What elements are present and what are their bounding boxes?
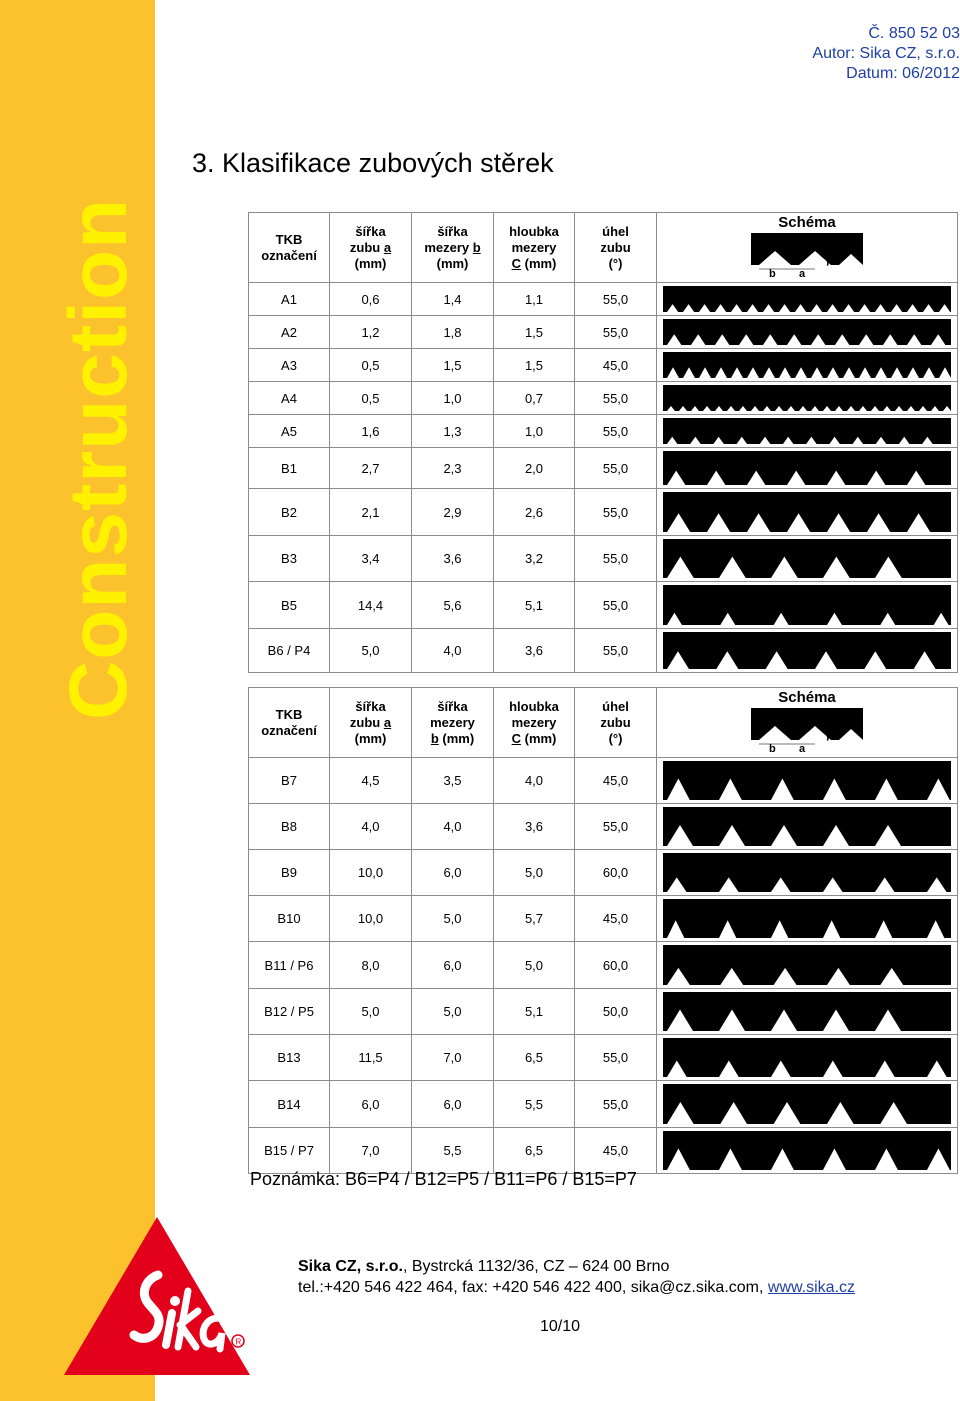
gap-width-cell: 2,3 xyxy=(412,448,494,489)
gap-depth-cell: 1,5 xyxy=(494,349,575,382)
schema-cell xyxy=(657,629,958,673)
schema-diagram-icon xyxy=(751,708,863,752)
schema-cell xyxy=(657,489,958,536)
doc-date: Datum: 06/2012 xyxy=(846,65,960,82)
schema-cell xyxy=(657,536,958,582)
tooth-width-cell: 11,5 xyxy=(330,1035,412,1081)
tkb-cell: A5 xyxy=(249,415,330,448)
tkb-cell: B1 xyxy=(249,448,330,489)
gap-width-cell: 6,0 xyxy=(412,1081,494,1128)
col-gap-depth: hloubka mezery C (mm) xyxy=(494,688,575,758)
angle-cell: 55,0 xyxy=(575,536,657,582)
tooth-width-cell: 1,2 xyxy=(330,316,412,349)
table-row xyxy=(249,283,958,316)
col-schema: Schéma b a γ xyxy=(657,688,958,758)
gap-depth-cell: 0,7 xyxy=(494,382,575,415)
footer-address: , Bystrcká 1132/36, CZ – 624 00 Brno xyxy=(402,1258,670,1275)
tkb-cell: A1 xyxy=(249,283,330,316)
gap-width-cell: 5,6 xyxy=(412,582,494,629)
trowel-profile-icon xyxy=(663,1131,951,1170)
tkb-cell: B9 xyxy=(249,850,330,896)
schema-cell xyxy=(657,1081,958,1128)
tooth-width-cell: 3,4 xyxy=(330,536,412,582)
tkb-cell: A2 xyxy=(249,316,330,349)
gap-width-cell: 1,3 xyxy=(412,415,494,448)
note-text: Poznámka: B6=P4 / B12=P5 / B11=P6 / B15=P7 xyxy=(250,1169,637,1189)
tooth-width-cell: 10,0 xyxy=(330,896,412,942)
schema-cell xyxy=(657,1128,958,1174)
angle-cell: 45,0 xyxy=(575,349,657,382)
svg-text:γ: γ xyxy=(825,729,832,741)
gap-width-cell: 1,5 xyxy=(412,349,494,382)
trowel-profile-icon xyxy=(663,632,951,669)
svg-text:R: R xyxy=(235,1337,242,1347)
tkb-cell: A4 xyxy=(249,382,330,415)
trowel-profile-icon xyxy=(663,899,951,938)
tkb-cell: B15 / P7 xyxy=(249,1128,330,1174)
gap-depth-cell: 5,0 xyxy=(494,850,575,896)
col-gap-depth: hloubka mezery C (mm) xyxy=(494,213,575,283)
trowel-profile-icon xyxy=(663,1038,951,1077)
tkb-cell: B13 xyxy=(249,1035,330,1081)
tkb-cell: B2 xyxy=(249,489,330,536)
gap-width-cell: 3,5 xyxy=(412,758,494,804)
angle-cell: 55,0 xyxy=(575,582,657,629)
gap-depth-cell: 2,0 xyxy=(494,448,575,489)
angle-cell: 55,0 xyxy=(575,489,657,536)
gap-width-cell: 4,0 xyxy=(412,804,494,850)
tkb-cell: B3 xyxy=(249,536,330,582)
trowel-profile-icon xyxy=(663,492,951,532)
trowel-profile-icon xyxy=(663,286,951,312)
trowel-table-b xyxy=(248,687,958,1174)
table-row xyxy=(249,582,958,629)
col-tooth-width: šířka zubu a (mm) xyxy=(330,213,412,283)
gap-depth-cell: 4,0 xyxy=(494,758,575,804)
angle-cell: 60,0 xyxy=(575,942,657,989)
col-gap-width: šířka mezery b (mm) xyxy=(412,688,494,758)
angle-cell: 45,0 xyxy=(575,1128,657,1174)
col-tooth-angle: úhel zubu (°) xyxy=(575,688,657,758)
angle-cell: 55,0 xyxy=(575,316,657,349)
tkb-cell: B12 / P5 xyxy=(249,989,330,1035)
svg-text:a: a xyxy=(799,268,806,277)
tooth-width-cell: 4,0 xyxy=(330,804,412,850)
trowel-profile-icon xyxy=(663,585,951,625)
construction-vertical-text: Construction xyxy=(53,197,144,720)
page-number: 10/10 xyxy=(540,1318,581,1335)
tooth-width-cell: 7,0 xyxy=(330,1128,412,1174)
trowel-profile-icon xyxy=(663,853,951,892)
doc-number: Č. 850 52 03 xyxy=(868,25,960,42)
gap-depth-cell: 3,6 xyxy=(494,804,575,850)
angle-cell: 55,0 xyxy=(575,804,657,850)
gap-width-cell: 6,0 xyxy=(412,850,494,896)
gap-depth-cell: 5,5 xyxy=(494,1081,575,1128)
tooth-width-cell: 2,7 xyxy=(330,448,412,489)
trowel-profile-icon xyxy=(663,385,951,411)
gap-depth-cell: 1,1 xyxy=(494,283,575,316)
gap-width-cell: 5,5 xyxy=(412,1128,494,1174)
tkb-cell: B7 xyxy=(249,758,330,804)
schema-cell xyxy=(657,382,958,415)
svg-text:b: b xyxy=(769,743,776,752)
angle-cell: 50,0 xyxy=(575,989,657,1035)
col-schema: Schéma b a γ xyxy=(657,213,958,283)
table-row xyxy=(249,1035,958,1081)
gap-depth-cell: 5,0 xyxy=(494,942,575,989)
gap-depth-cell: 3,2 xyxy=(494,536,575,582)
table-row xyxy=(249,804,958,850)
footer-contact: tel.:+420 546 422 464, fax: +420 546 422 400, sika@cz.sika.com, xyxy=(298,1279,768,1296)
angle-cell: 55,0 xyxy=(575,382,657,415)
tkb-cell: B6 / P4 xyxy=(249,629,330,673)
tooth-width-cell: 1,6 xyxy=(330,415,412,448)
trowel-profile-icon xyxy=(663,352,951,378)
gap-width-cell: 5,0 xyxy=(412,989,494,1035)
svg-text:b: b xyxy=(769,268,776,277)
footer xyxy=(298,1256,855,1298)
gap-depth-cell: 3,6 xyxy=(494,629,575,673)
angle-cell: 55,0 xyxy=(575,283,657,316)
schema-cell xyxy=(657,582,958,629)
gap-depth-cell: 6,5 xyxy=(494,1128,575,1174)
table-row xyxy=(249,536,958,582)
tkb-cell: B14 xyxy=(249,1081,330,1128)
tooth-width-cell: 5,0 xyxy=(330,629,412,673)
gap-width-cell: 1,8 xyxy=(412,316,494,349)
col-tooth-angle: úhel zubu (°) xyxy=(575,213,657,283)
table-row xyxy=(249,448,958,489)
schema-cell xyxy=(657,283,958,316)
trowel-table-a xyxy=(248,212,958,673)
table-row xyxy=(249,382,958,415)
schema-cell xyxy=(657,316,958,349)
table-row xyxy=(249,758,958,804)
gap-width-cell: 4,0 xyxy=(412,629,494,673)
footer-website-link[interactable]: www.sika.cz xyxy=(767,1279,856,1296)
gap-depth-cell: 6,5 xyxy=(494,1035,575,1081)
table-row xyxy=(249,1081,958,1128)
table-row xyxy=(249,1128,958,1174)
table-row xyxy=(249,850,958,896)
tooth-width-cell: 0,5 xyxy=(330,349,412,382)
gap-width-cell: 5,0 xyxy=(412,896,494,942)
doc-author: Autor: Sika CZ, s.r.o. xyxy=(812,45,960,62)
footer-company: Sika CZ, s.r.o. xyxy=(298,1258,403,1275)
trowel-profile-icon xyxy=(663,1084,951,1124)
tooth-width-cell: 0,6 xyxy=(330,283,412,316)
angle-cell: 45,0 xyxy=(575,758,657,804)
tooth-width-cell: 10,0 xyxy=(330,850,412,896)
table-row xyxy=(249,629,958,673)
gap-width-cell: 1,4 xyxy=(412,283,494,316)
tooth-width-cell: 8,0 xyxy=(330,942,412,989)
schema-cell xyxy=(657,804,958,850)
angle-cell: 60,0 xyxy=(575,850,657,896)
tkb-cell: B5 xyxy=(249,582,330,629)
col-tkb: TKB označení xyxy=(249,688,330,758)
tooth-width-cell: 0,5 xyxy=(330,382,412,415)
trowel-profile-icon xyxy=(663,807,951,846)
gap-depth-cell: 5,1 xyxy=(494,989,575,1035)
gap-depth-cell: 5,7 xyxy=(494,896,575,942)
gap-depth-cell: 2,6 xyxy=(494,489,575,536)
tooth-width-cell: 6,0 xyxy=(330,1081,412,1128)
gap-depth-cell: 1,0 xyxy=(494,415,575,448)
angle-cell: 55,0 xyxy=(575,415,657,448)
table-row xyxy=(249,896,958,942)
gap-width-cell: 7,0 xyxy=(412,1035,494,1081)
table-row xyxy=(249,989,958,1035)
sika-logo xyxy=(62,1215,252,1377)
table-row xyxy=(249,316,958,349)
angle-cell: 45,0 xyxy=(575,896,657,942)
trowel-profile-icon xyxy=(663,539,951,578)
gap-depth-cell: 5,1 xyxy=(494,582,575,629)
tkb-cell: A3 xyxy=(249,349,330,382)
angle-cell: 55,0 xyxy=(575,629,657,673)
trowel-profile-icon xyxy=(663,418,951,444)
schema-cell xyxy=(657,448,958,489)
tkb-cell: B10 xyxy=(249,896,330,942)
trowel-profile-icon xyxy=(663,945,951,985)
trowel-profile-icon xyxy=(663,992,951,1031)
trowel-profile-icon xyxy=(663,319,951,345)
gap-width-cell: 2,9 xyxy=(412,489,494,536)
trowel-profile-icon xyxy=(663,761,951,800)
schema-cell xyxy=(657,850,958,896)
angle-cell: 55,0 xyxy=(575,448,657,489)
gap-depth-cell: 1,5 xyxy=(494,316,575,349)
col-tkb: TKB označení xyxy=(249,213,330,283)
schema-cell xyxy=(657,758,958,804)
tooth-width-cell: 4,5 xyxy=(330,758,412,804)
angle-cell: 55,0 xyxy=(575,1081,657,1128)
schema-diagram-icon xyxy=(751,233,863,277)
table-row xyxy=(249,349,958,382)
trowel-profile-icon xyxy=(663,451,951,485)
table-row xyxy=(249,489,958,536)
schema-cell xyxy=(657,349,958,382)
tkb-cell: B11 / P6 xyxy=(249,942,330,989)
gap-width-cell: 3,6 xyxy=(412,536,494,582)
document-header xyxy=(812,24,960,84)
schema-cell xyxy=(657,1035,958,1081)
schema-cell xyxy=(657,896,958,942)
schema-cell xyxy=(657,415,958,448)
svg-text:a: a xyxy=(799,743,806,752)
angle-cell: 55,0 xyxy=(575,1035,657,1081)
svg-text:γ: γ xyxy=(825,254,832,266)
gap-width-cell: 6,0 xyxy=(412,942,494,989)
tooth-width-cell: 5,0 xyxy=(330,989,412,1035)
schema-cell xyxy=(657,942,958,989)
table-row xyxy=(249,942,958,989)
tooth-width-cell: 14,4 xyxy=(330,582,412,629)
tooth-width-cell: 2,1 xyxy=(330,489,412,536)
schema-cell xyxy=(657,989,958,1035)
section-title: 3. Klasifikace zubových stěrek xyxy=(192,148,554,178)
gap-width-cell: 1,0 xyxy=(412,382,494,415)
col-tooth-width: šířka zubu a (mm) xyxy=(330,688,412,758)
col-gap-width: šířka mezery b (mm) xyxy=(412,213,494,283)
tkb-cell: B8 xyxy=(249,804,330,850)
table-row xyxy=(249,415,958,448)
